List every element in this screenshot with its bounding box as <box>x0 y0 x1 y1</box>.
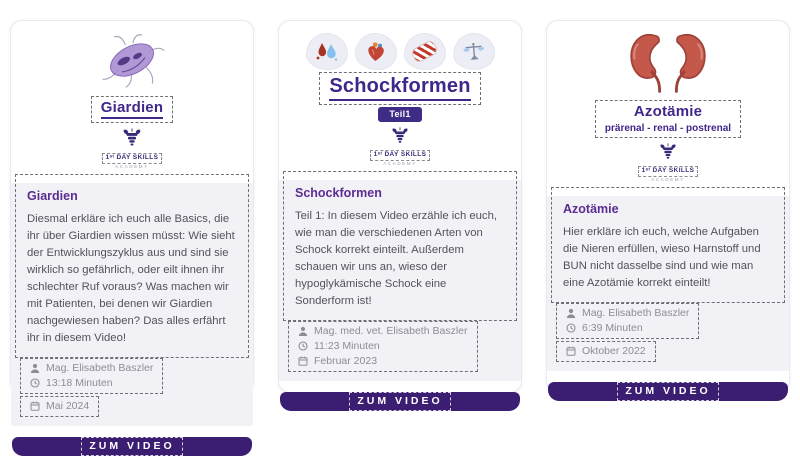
zum-video-button[interactable] <box>280 392 520 411</box>
card-body <box>279 180 521 381</box>
date-value: Mai 2024 <box>46 399 90 412</box>
user-icon <box>298 326 308 336</box>
user-icon <box>30 363 40 373</box>
user-icon <box>566 308 576 318</box>
card-description: Teil 1: In diesem Video erzähle ich euch, wie man die verschiedenen Arten von Schock korrekt einteilt. Außerdem schauen wir uns an, wieso der hypoglykämische Schock eine Sonderform ist! <box>295 210 497 307</box>
calendar-icon <box>566 346 576 356</box>
card-hero <box>279 21 521 166</box>
brand-bull-icon <box>390 127 410 149</box>
meta-box <box>288 321 478 372</box>
zum-video-label: ZUM VIDEO <box>81 437 182 456</box>
card-meta <box>286 321 514 372</box>
card-title: Azotämie <box>633 103 703 120</box>
author-name: Mag. Elisabeth Baszler <box>582 306 690 319</box>
card-title: Giardien <box>101 99 163 119</box>
brand-logo-text: 1ˢᵗ DAY SKILLS <box>102 153 163 164</box>
duration-row <box>30 377 153 389</box>
card-description-box <box>15 174 249 358</box>
sugar-stripes-icon <box>404 33 446 70</box>
card-body <box>11 183 253 426</box>
duration-row <box>298 340 468 352</box>
brand-logo-subtext: ACADEMY <box>115 163 149 169</box>
brand-logo-subtext: ACADEMY <box>651 176 685 182</box>
blood-water-drops-icon <box>306 33 348 70</box>
video-card-azotaemie[interactable] <box>546 20 790 397</box>
part-badge: Teil1 <box>378 107 421 122</box>
video-card-giardien[interactable] <box>10 20 254 452</box>
brand-logo <box>638 143 699 182</box>
card-description: Diesmal erkläre ich euch alle Basics, die ihr über Giardien wissen müsst: Wie sieht der Entwicklungszyklus aus und sind sie wirklich so gefährlich, oder eilt ihnen ihr schlechter Ruf voraus? Was machen wir mit Patienten, bei denen wir Giardien nachgewiesen haben? Das alles erfährt ihr in diesem Video! <box>27 213 235 344</box>
card-title-box <box>91 96 173 123</box>
author-row <box>566 307 689 319</box>
duration-row <box>566 322 689 334</box>
date-box <box>20 396 99 417</box>
card-heading: Azotämie <box>563 202 619 216</box>
duration-value: 11:23 Minuten <box>314 339 380 352</box>
author-duration-box <box>556 303 699 339</box>
card-hero <box>547 21 789 182</box>
date-row <box>30 400 89 412</box>
card-title-box <box>595 100 741 138</box>
author-duration-box <box>20 358 163 394</box>
card-description-box <box>283 171 517 321</box>
clock-icon <box>30 378 40 388</box>
clock-icon <box>566 323 576 333</box>
card-description-box <box>551 187 785 303</box>
card-heading: Giardien <box>27 189 78 203</box>
author-row <box>298 325 468 337</box>
scales-icon <box>451 31 496 72</box>
zum-video-label: ZUM VIDEO <box>349 392 450 411</box>
brand-logo-text: 1ˢᵗ DAY SKILLS <box>370 150 431 161</box>
calendar-icon <box>30 401 40 411</box>
date-value: Februar 2023 <box>314 354 378 367</box>
brand-logo-subtext: ACADEMY <box>383 160 417 166</box>
clock-icon <box>298 341 308 351</box>
author-name: Mag. Elisabeth Baszler <box>46 361 154 374</box>
heart-icon <box>353 32 397 72</box>
card-meta <box>18 358 246 417</box>
brand-logo-text: 1ˢᵗ DAY SKILLS <box>638 166 699 177</box>
brand-logo <box>370 127 431 166</box>
giardia-parasite-icon <box>88 31 176 94</box>
brand-bull-icon <box>658 143 678 165</box>
zum-video-button[interactable] <box>12 437 252 456</box>
card-body <box>547 196 789 371</box>
author-row <box>30 362 153 374</box>
card-subtitle: prärenal - renal - postrenal <box>604 123 732 134</box>
date-box <box>556 341 656 362</box>
zum-video-label: ZUM VIDEO <box>617 382 718 401</box>
date-row <box>298 355 468 367</box>
duration-value: 13:18 Minuten <box>46 376 113 389</box>
card-title-box <box>319 72 480 105</box>
card-title: Schockformen <box>329 75 470 101</box>
shock-types-icon-row <box>306 33 495 70</box>
card-meta <box>554 303 782 362</box>
card-hero <box>11 21 253 169</box>
date-value: Oktober 2022 <box>582 344 646 357</box>
duration-value: 6:39 Minuten <box>582 321 643 334</box>
card-heading: Schockformen <box>295 186 382 200</box>
brand-logo <box>102 128 163 169</box>
video-card-schockformen[interactable] <box>278 20 522 407</box>
zum-video-button[interactable] <box>548 382 788 401</box>
card-description: Hier erkläre ich euch, welche Aufgaben die Nieren erfüllen, wieso Harnstoff und BUN nicht dasselbe sind und wie man eine Azotämie korrekt einteilt! <box>563 226 761 289</box>
author-name: Mag. med. vet. Elisabeth Baszler <box>314 324 468 337</box>
date-row <box>566 345 646 357</box>
kidneys-icon <box>625 31 711 98</box>
calendar-icon <box>298 356 308 366</box>
brand-bull-icon <box>121 128 143 152</box>
